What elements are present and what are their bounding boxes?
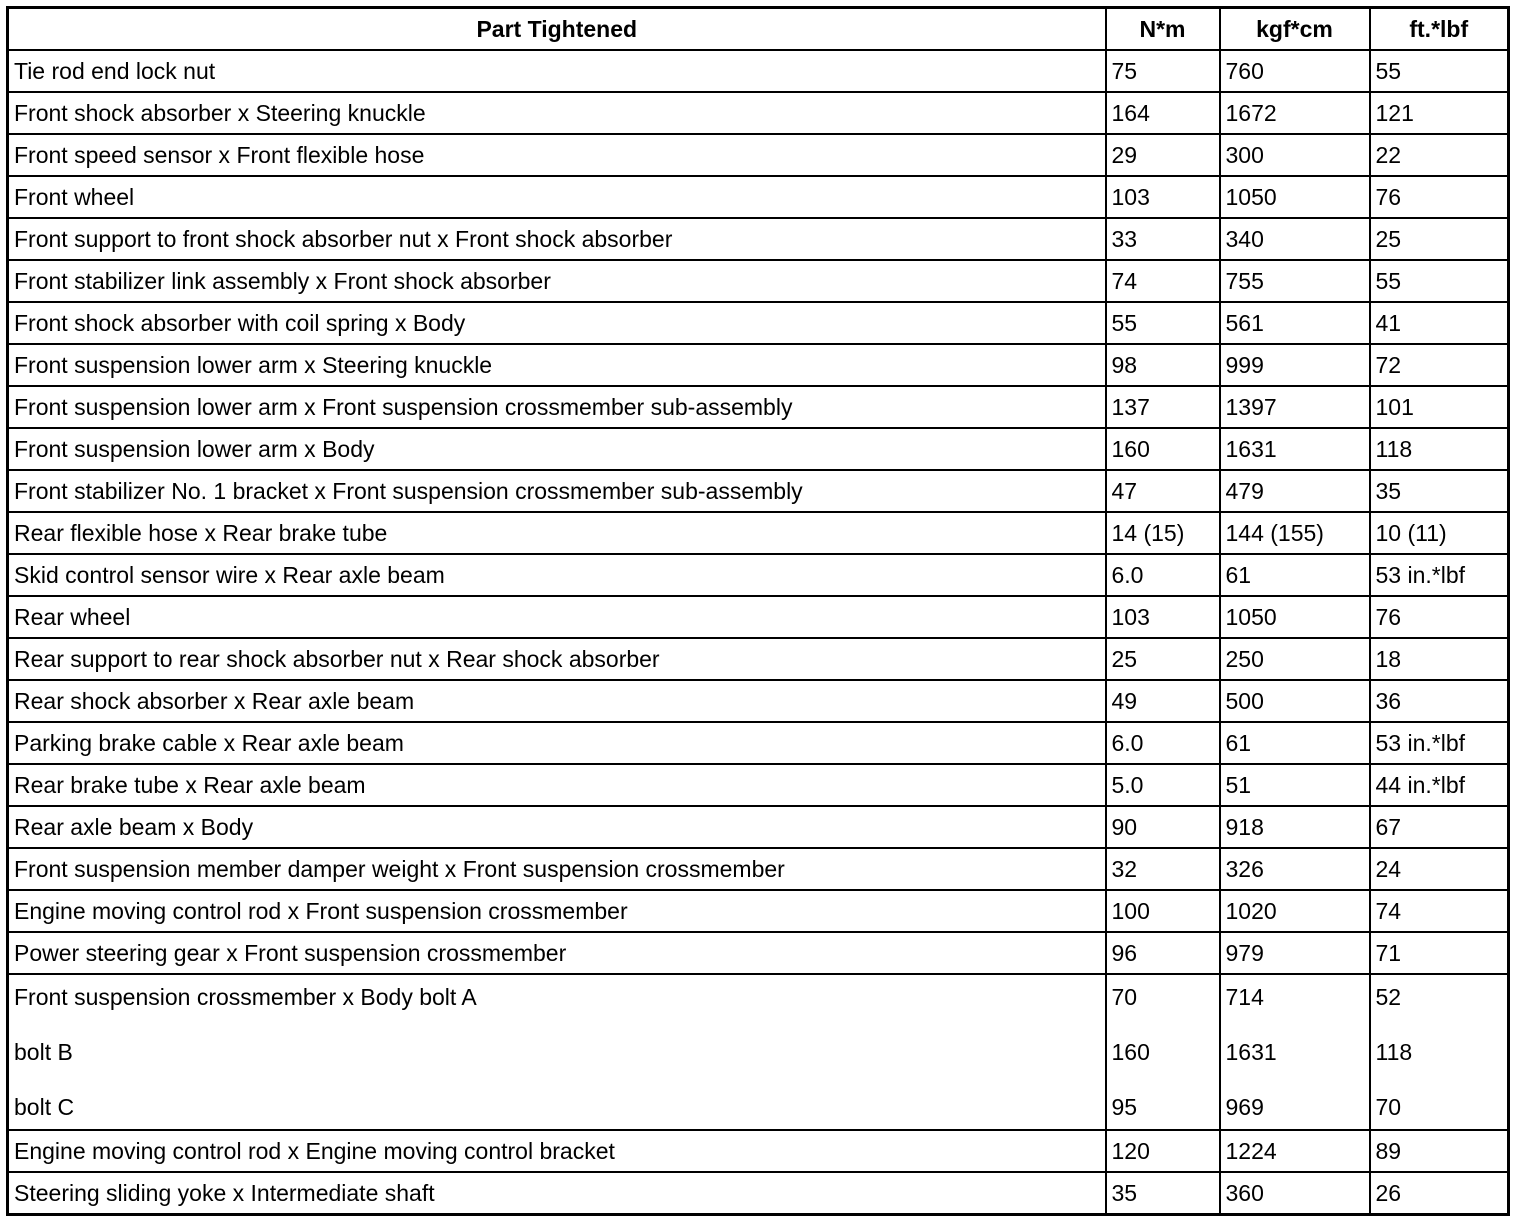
cell-kgf: 1050 [1220,596,1370,638]
cell-kgf [1220,974,1370,1130]
cell-line: 95 [1111,1094,1138,1120]
cell-nm: 6.0 [1106,554,1220,596]
header-kgf-cm: kgf*cm [1220,8,1370,51]
cell-ft: 118 [1370,428,1509,470]
cell-ft: 44 in.*lbf [1370,764,1509,806]
cell-part: Power steering gear x Front suspension crossmember [8,932,1106,974]
table-row [8,932,1509,974]
cell-kgf: 1224 [1220,1130,1370,1172]
table-row [8,470,1509,512]
cell-nm: 103 [1106,596,1220,638]
cell-part: Rear wheel [8,596,1106,638]
cell-nm: 33 [1106,218,1220,260]
cell-kgf: 326 [1220,848,1370,890]
cell-kgf: 1397 [1220,386,1370,428]
table-body-multi [8,974,1509,1130]
cell-part: Rear support to rear shock absorber nut x Rear shock absorber [8,638,1106,680]
cell-ft: 74 [1370,890,1509,932]
cell-line: 70 [1111,984,1138,1010]
cell-line: Front suspension crossmember x Body bolt A [14,984,477,1010]
table-row [8,764,1509,806]
cell-part: Front suspension lower arm x Front suspension crossmember sub-assembly [8,386,1106,428]
cell-part: Front shock absorber with coil spring x Body [8,302,1106,344]
table-row [8,92,1509,134]
cell-ft: 53 in.*lbf [1370,554,1509,596]
table-row [8,50,1509,92]
header-nm: N*m [1106,8,1220,51]
cell-part: Front support to front shock absorber nut x Front shock absorber [8,218,1106,260]
cell-nm: 55 [1106,302,1220,344]
cell-kgf: 1631 [1220,428,1370,470]
table-row-crossmember-bolts [8,974,1509,1130]
cell-kgf: 500 [1220,680,1370,722]
cell-nm: 14 (15) [1106,512,1220,554]
cell-kgf: 61 [1220,554,1370,596]
cell-line: 52 [1375,984,1402,1010]
cell-part: Rear shock absorber x Rear axle beam [8,680,1106,722]
cell-nm: 32 [1106,848,1220,890]
cell-part: Front stabilizer No. 1 bracket x Front suspension crossmember sub-assembly [8,470,1106,512]
cell-part: Steering sliding yoke x Intermediate shaft [8,1172,1106,1215]
cell-part: Front suspension lower arm x Steering knuckle [8,344,1106,386]
table-row [8,302,1509,344]
cell-kgf: 999 [1220,344,1370,386]
cell-ft: 24 [1370,848,1509,890]
cell-nm: 49 [1106,680,1220,722]
cell-kgf: 479 [1220,470,1370,512]
cell-kgf: 360 [1220,1172,1370,1215]
cell-nm: 6.0 [1106,722,1220,764]
table-row [8,638,1509,680]
cell-part: Front suspension lower arm x Body [8,428,1106,470]
cell-nm: 98 [1106,344,1220,386]
cell-kgf: 250 [1220,638,1370,680]
table-row [8,722,1509,764]
cell-part: Rear flexible hose x Rear brake tube [8,512,1106,554]
table-row [8,512,1509,554]
cell-nm: 137 [1106,386,1220,428]
cell-ft: 76 [1370,596,1509,638]
cell-nm: 160 [1106,428,1220,470]
cell-kgf: 51 [1220,764,1370,806]
table-body [8,50,1509,974]
cell-part [8,974,1106,1130]
cell-nm: 74 [1106,260,1220,302]
table-body-tail [8,1130,1509,1215]
cell-ft: 72 [1370,344,1509,386]
table-row [8,848,1509,890]
table-row [8,680,1509,722]
cell-part: Front stabilizer link assembly x Front shock absorber [8,260,1106,302]
cell-line: 160 [1111,1039,1150,1065]
cell-part: Rear brake tube x Rear axle beam [8,764,1106,806]
cell-part: Tie rod end lock nut [8,50,1106,92]
cell-nm: 100 [1106,890,1220,932]
cell-ft: 53 in.*lbf [1370,722,1509,764]
table-row [8,260,1509,302]
cell-nm: 25 [1106,638,1220,680]
table-row [8,428,1509,470]
cell-ft: 121 [1370,92,1509,134]
cell-line: 118 [1375,1039,1413,1065]
cell-kgf: 144 (155) [1220,512,1370,554]
cell-ft: 25 [1370,218,1509,260]
cell-ft: 76 [1370,176,1509,218]
cell-nm: 47 [1106,470,1220,512]
cell-nm: 120 [1106,1130,1220,1172]
cell-nm: 5.0 [1106,764,1220,806]
table-row [8,134,1509,176]
cell-part: Rear axle beam x Body [8,806,1106,848]
cell-kgf: 1672 [1220,92,1370,134]
cell-ft: 55 [1370,260,1509,302]
table-row [8,218,1509,260]
cell-nm: 103 [1106,176,1220,218]
table-row [8,554,1509,596]
table-row [8,1172,1509,1215]
cell-nm: 164 [1106,92,1220,134]
table-header-row [8,8,1509,51]
cell-nm [1106,974,1220,1130]
cell-part: Skid control sensor wire x Rear axle beam [8,554,1106,596]
cell-line: bolt C [14,1094,75,1120]
cell-kgf: 755 [1220,260,1370,302]
cell-part: Front wheel [8,176,1106,218]
cell-line: 969 [1225,1094,1264,1120]
cell-part: Engine moving control rod x Engine moving control bracket [8,1130,1106,1172]
table-row [8,1130,1509,1172]
table-row [8,176,1509,218]
cell-kgf: 300 [1220,134,1370,176]
cell-part: Parking brake cable x Rear axle beam [8,722,1106,764]
table-row [8,596,1509,638]
cell-kgf: 61 [1220,722,1370,764]
cell-ft: 10 (11) [1370,512,1509,554]
torque-spec-table [6,6,1510,1216]
table-row [8,344,1509,386]
cell-ft: 35 [1370,470,1509,512]
cell-ft: 41 [1370,302,1509,344]
cell-ft: 71 [1370,932,1509,974]
header-part-tightened: Part Tightened [8,8,1106,51]
table-row [8,386,1509,428]
cell-part: Front speed sensor x Front flexible hose [8,134,1106,176]
cell-ft: 22 [1370,134,1509,176]
cell-line: 70 [1375,1094,1402,1120]
cell-line: bolt B [14,1039,73,1065]
cell-ft: 67 [1370,806,1509,848]
cell-part: Engine moving control rod x Front suspension crossmember [8,890,1106,932]
cell-kgf: 1020 [1220,890,1370,932]
cell-ft: 89 [1370,1130,1509,1172]
cell-nm: 75 [1106,50,1220,92]
cell-nm: 96 [1106,932,1220,974]
cell-nm: 35 [1106,1172,1220,1215]
cell-ft: 36 [1370,680,1509,722]
table-row [8,806,1509,848]
cell-part: Front suspension member damper weight x Front suspension crossmember [8,848,1106,890]
cell-ft: 18 [1370,638,1509,680]
cell-kgf: 561 [1220,302,1370,344]
table-row [8,890,1509,932]
cell-kgf: 918 [1220,806,1370,848]
cell-ft: 101 [1370,386,1509,428]
cell-ft: 26 [1370,1172,1509,1215]
cell-line: 1631 [1225,1039,1277,1065]
header-ft-lbf: ft.*lbf [1370,8,1509,51]
cell-ft [1370,974,1509,1130]
cell-kgf: 1050 [1220,176,1370,218]
cell-line: 714 [1225,984,1264,1010]
cell-nm: 29 [1106,134,1220,176]
cell-part: Front shock absorber x Steering knuckle [8,92,1106,134]
cell-kgf: 979 [1220,932,1370,974]
cell-kgf: 340 [1220,218,1370,260]
cell-ft: 55 [1370,50,1509,92]
cell-nm: 90 [1106,806,1220,848]
cell-kgf: 760 [1220,50,1370,92]
